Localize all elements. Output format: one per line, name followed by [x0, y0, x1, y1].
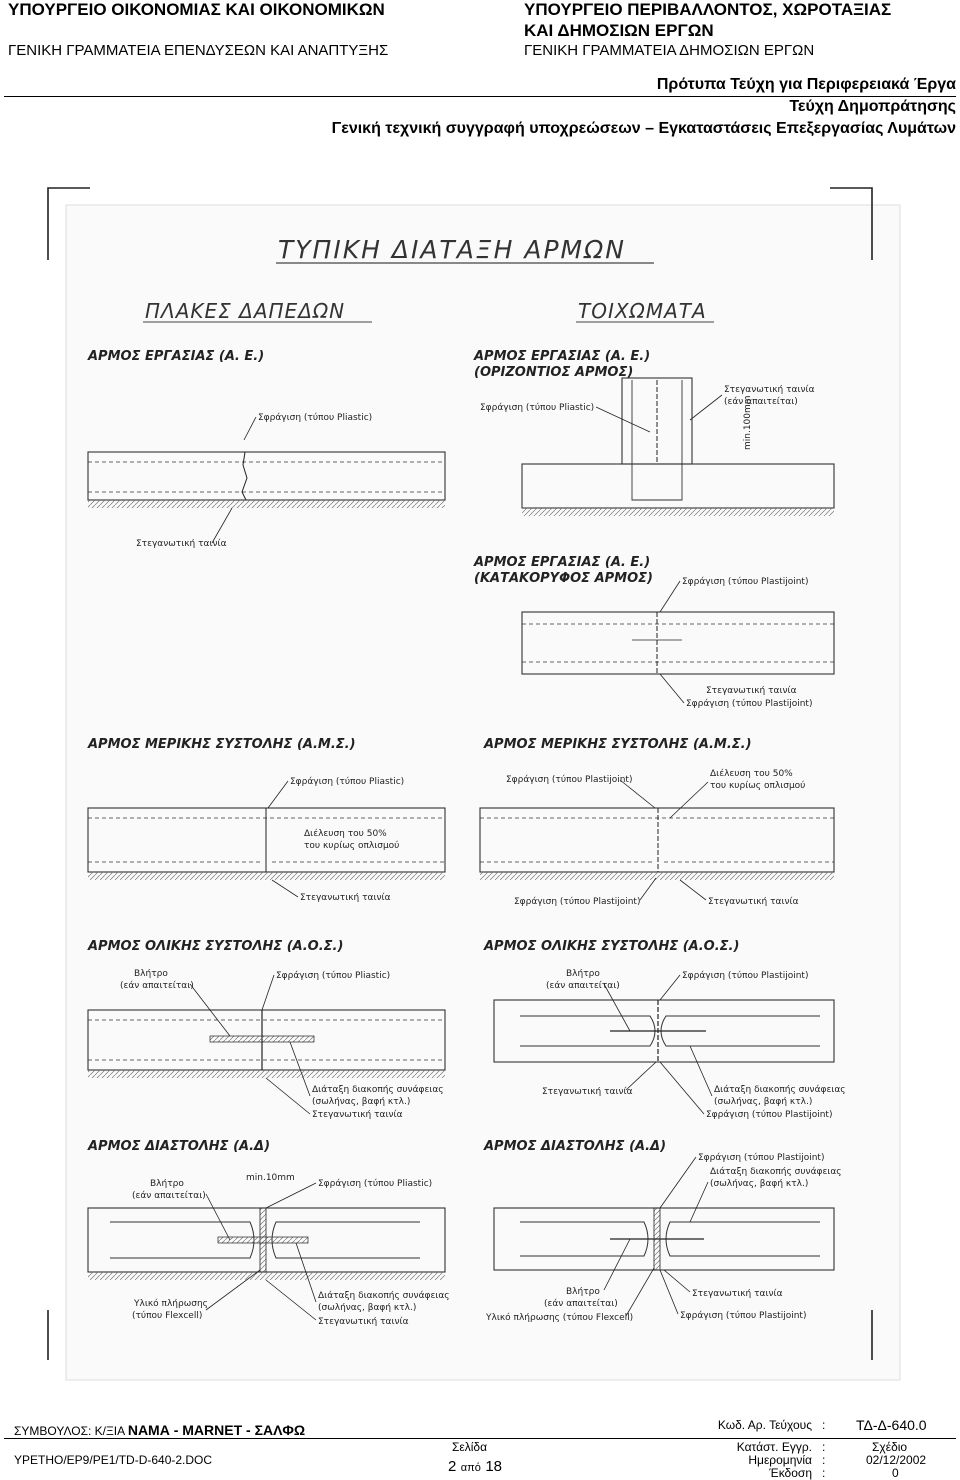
detail-3-subtitle: (ΚΑΤΑΚΟΡΥΦΟΣ ΑΡΜΟΣ) — [474, 571, 653, 586]
detail-2-label-4: min.100mm — [743, 395, 753, 450]
detail-2-subtitle: (ΟΡΙΖΟΝΤΙΟΣ ΑΡΜΟΣ) — [474, 365, 634, 380]
detail-2-title: ΑΡΜΟΣ ΕΡΓΑΣΙΑΣ (Α. Ε.) — [474, 349, 651, 364]
drawing-title: ΤΥΠΙΚΗ ΔΙΑΤΑΞΗ ΑΡΜΩΝ — [278, 235, 626, 264]
version-label: Έκδοση — [769, 1466, 812, 1480]
ministry-right-title: ΥΠΟΥΡΓΕΙΟ ΠΕΡΙΒΑΛΛΟΝΤΟΣ, ΧΩΡΟΤΑΞΙΑΣ — [524, 0, 892, 19]
detail-7-label-7: Σφράγιση (τύπου Plastijoint) — [706, 1110, 833, 1120]
detail-9-label-2: Διάταξη διακοπής συνάφειας — [710, 1167, 842, 1177]
detail-6-label-6: Στεγανωτική ταινία — [312, 1110, 403, 1120]
detail-4-label-4: Στεγανωτική ταινία — [300, 893, 391, 903]
version-value: 0 — [892, 1466, 899, 1480]
detail-7-label-1: Βλήτρο — [566, 969, 600, 979]
colon-3: : — [822, 1453, 826, 1467]
consultant-name: ΝΑΜΑ - ΜΑRΝΕΤ - ΣΑΛΦΩ — [127, 1422, 306, 1438]
ministry-right-subtitle: ΓΕΝΙΚΗ ΓΡΑΜΜΑΤΕΙΑ ΔΗΜΟΣΙΩΝ ΕΡΓΩΝ — [524, 42, 815, 59]
detail-3-label-3: Σφράγιση (τύπου Plastijoint) — [686, 699, 813, 709]
ministry-left-title: ΥΠΟΥΡΓΕΙΟ ΟΙΚΟΝΟΜΙΑΣ ΚΑΙ ΟΙΚΟΝΟΜΙΚΩΝ — [8, 0, 385, 19]
page-label: Σελίδα — [452, 1440, 488, 1454]
doc-type-title: Τεύχη Δημοπράτησης — [789, 98, 956, 115]
page-counter — [448, 1458, 502, 1476]
detail-8-label-3: min.10mm — [246, 1173, 295, 1183]
consultant-line — [14, 1422, 305, 1438]
date-value: 02/12/2002 — [866, 1453, 927, 1467]
colon-4: : — [822, 1466, 826, 1480]
detail-7-label-3: Σφράγιση (τύπου Plastijoint) — [682, 971, 809, 981]
detail-8-label-1: Βλήτρο — [150, 1179, 184, 1189]
detail-2-label-3: Σφράγιση (τύπου Pliastic) — [480, 403, 595, 413]
detail-9-label-7: Υλικό πλήρωσης (τύπου Flexcell) — [486, 1313, 634, 1323]
detail-5-label-3: του κυρίως οπλισμού — [710, 781, 806, 791]
detail-8-label-5: Υλικό πλήρωσης — [134, 1299, 208, 1309]
doc-code-label: Κωδ. Αρ. Τεύχους — [717, 1418, 812, 1432]
detail-4-label-3: του κυρίως οπλισμού — [304, 841, 400, 851]
detail-8-label-9: Στεγανωτική ταινία — [318, 1317, 409, 1327]
detail-6-title: ΑΡΜΟΣ ΟΛΙΚΗΣ ΣΥΣΤΟΛΗΣ (Α.Ο.Σ.) — [88, 939, 344, 954]
drawing-sheet — [66, 205, 900, 1380]
column-title-slabs: ΠΛΑΚΕΣ ΔΑΠΕΔΩΝ — [145, 299, 346, 323]
detail-7-label-2: (εάν απαιτείται) — [546, 981, 620, 991]
doc-status-label: Κατάστ. Εγγρ. — [736, 1440, 812, 1454]
detail-1-title: ΑΡΜΟΣ ΕΡΓΑΣΙΑΣ (Α. Ε.) — [88, 349, 265, 364]
detail-9-title: ΑΡΜΟΣ ΔΙΑΣΤΟΛΗΣ (Α.Δ) — [484, 1139, 667, 1154]
detail-8-label-6: (τύπου Flexcell) — [132, 1311, 203, 1321]
detail-8-label-8: (σωλήνας, βαφή κτλ.) — [318, 1303, 417, 1313]
detail-9-label-4: Στεγανωτική ταινία — [692, 1289, 783, 1299]
detail-7-title: ΑΡΜΟΣ ΟΛΙΚΗΣ ΣΥΣΤΟΛΗΣ (Α.Ο.Σ.) — [484, 939, 740, 954]
detail-3-label-1: Σφράγιση (τύπου Plastijoint) — [682, 577, 809, 587]
detail-2-label-2: (εάν απαιτείται) — [724, 397, 798, 407]
doc-code-value: ΤΔ-Δ-640.0 — [856, 1417, 927, 1433]
detail-6-label-3: Σφράγιση (τύπου Pliastic) — [276, 971, 391, 981]
detail-8-label-2: (εάν απαιτείται) — [132, 1191, 206, 1201]
detail-6-label-4: Διάταξη διακοπής συνάφειας — [312, 1085, 444, 1095]
detail-8-title: ΑΡΜΟΣ ΔΙΑΣΤΟΛΗΣ (Α.Δ) — [88, 1139, 271, 1154]
doc-subject-title: Γενική τεχνική συγγραφή υποχρεώσεων – Εγκαταστάσεις Επεξεργασίας Λυμάτων — [331, 120, 956, 137]
detail-9-label-6: (εάν απαιτείται) — [544, 1299, 618, 1309]
detail-6-label-1: Βλήτρο — [134, 969, 168, 979]
detail-1-label-1: Σφράγιση (τύπου Pliastic) — [258, 413, 373, 423]
detail-4-label-1: Σφράγιση (τύπου Pliastic) — [290, 777, 405, 787]
detail-3-title: ΑΡΜΟΣ ΕΡΓΑΣΙΑΣ (Α. Ε.) — [474, 555, 651, 570]
detail-5-label-1: Σφράγιση (τύπου Plastijoint) — [506, 775, 633, 785]
date-label: Ημερομηνία — [748, 1453, 812, 1467]
page-of: από — [460, 1462, 481, 1474]
detail-7-label-5: Διάταξη διακοπής συνάφειας — [714, 1085, 846, 1095]
ministry-left-subtitle: ΓΕΝΙΚΗ ΓΡΑΜΜΑΤΕΙΑ ΕΠΕΝΔΥΣΕΩΝ ΚΑΙ ΑΝΑΠΤΥΞΗΣ — [8, 42, 389, 59]
detail-9-label-8: Σφράγιση (τύπου Plastijoint) — [680, 1311, 807, 1321]
detail-6-label-2: (εάν απαιτείται) — [120, 981, 194, 991]
doc-status-value: Σχέδιο — [872, 1440, 908, 1454]
detail-1-label-2: Στεγανωτική ταινία — [136, 539, 227, 549]
page-total: 18 — [485, 1458, 503, 1475]
consultant-label: ΣΥΜΒΟΥΛΟΣ: Κ/ΞΙΑ — [14, 1424, 125, 1438]
detail-6-label-5: (σωλήνας, βαφή κτλ.) — [312, 1097, 411, 1107]
detail-7-label-4: Στεγανωτική ταινία — [542, 1087, 633, 1097]
colon-1: : — [822, 1418, 826, 1432]
footer-divider — [4, 1438, 956, 1439]
doc-series-title: Πρότυπα Τεύχη για Περιφερειακά Έργα — [656, 76, 956, 93]
detail-3-label-2: Στεγανωτική ταινία — [706, 686, 797, 696]
detail-7-label-6: (σωλήνας, βαφή κτλ.) — [714, 1097, 813, 1107]
detail-9-label-1: Σφράγιση (τύπου Plastijoint) — [698, 1153, 825, 1163]
ministry-right-title-2: ΚΑΙ ΔΗΜΟΣΙΩΝ ΕΡΓΩΝ — [524, 21, 714, 40]
colon-2: : — [822, 1440, 826, 1454]
detail-5-title: ΑΡΜΟΣ ΜΕΡΙΚΗΣ ΣΥΣΤΟΛΗΣ (Α.Μ.Σ.) — [484, 737, 752, 752]
detail-2-label-1: Στεγανωτική ταινία — [724, 385, 815, 395]
detail-8-label-7: Διάταξη διακοπής συνάφειας — [318, 1291, 450, 1301]
column-title-walls: ΤΟΙΧΩΜΑΤΑ — [578, 299, 707, 323]
detail-9-label-5: Βλήτρο — [566, 1287, 600, 1297]
detail-8-label-4: Σφράγιση (τύπου Pliastic) — [318, 1179, 433, 1189]
detail-5-label-5: Στεγανωτική ταινία — [708, 897, 799, 907]
detail-4-label-2: Διέλευση του 50% — [304, 829, 387, 839]
detail-4-title: ΑΡΜΟΣ ΜΕΡΙΚΗΣ ΣΥΣΤΟΛΗΣ (Α.Μ.Σ.) — [88, 737, 356, 752]
file-name: ΥΡΕΤΗΟ/ΕΡ9/PE1/TD-D-640-2.DOC — [14, 1453, 213, 1467]
detail-5-label-4: Σφράγιση (τύπου Plastijoint) — [514, 897, 641, 907]
page-number: 2 — [448, 1458, 457, 1475]
detail-9-label-3: (σωλήνας, βαφή κτλ.) — [710, 1179, 809, 1189]
detail-5-label-2: Διέλευση του 50% — [710, 769, 793, 779]
